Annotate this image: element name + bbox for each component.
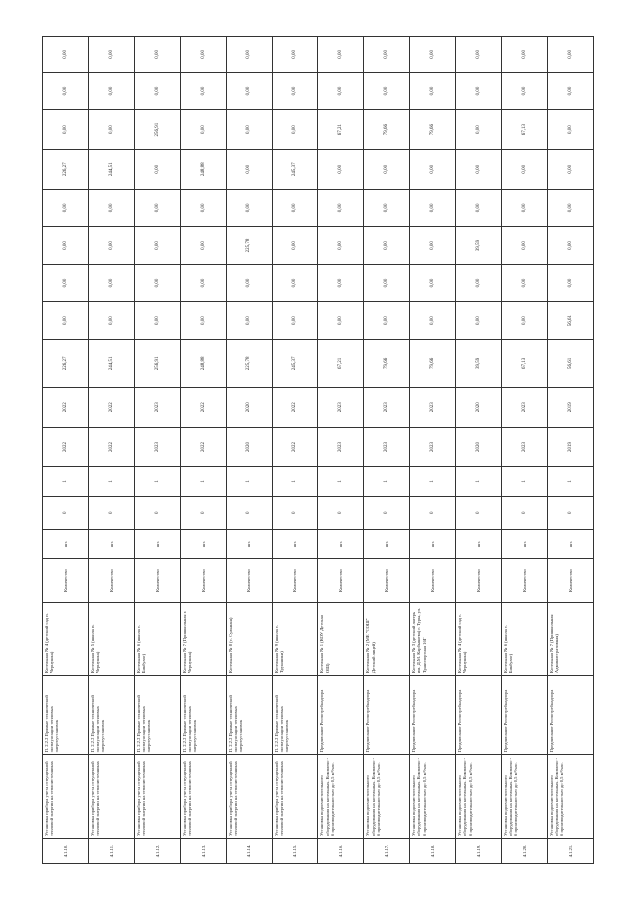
table-cell-c10: 226,27 <box>43 339 89 387</box>
table-cell-c16: 79,66 <box>364 110 410 150</box>
table-cell-c17: 0,00 <box>180 72 226 110</box>
table-cell-c13: 0,00 <box>88 227 134 265</box>
table-cell-id: 4.1.19. <box>456 838 502 863</box>
table-cell-c13: 39,59 <box>456 227 502 265</box>
table-cell-c9: 2023 <box>502 387 548 427</box>
table-cell-c11: 0,00 <box>272 302 318 340</box>
table-cell-c6: 0 <box>134 496 180 529</box>
table-cell-c5: шт. <box>502 529 548 558</box>
table-cell-c17: 0,00 <box>364 72 410 110</box>
table-cell-c3: Котельная № 5 (школа п. Чернушка) <box>88 603 134 676</box>
table-cell-c11: 0,00 <box>364 302 410 340</box>
table-cell-c12: 0,00 <box>272 264 318 302</box>
table-cell-c4: Количество <box>502 559 548 603</box>
table-cell-c10: 79,66 <box>364 339 410 387</box>
table-cell-c4: Количество <box>318 559 364 603</box>
table-cell-c18: 0,00 <box>226 37 272 73</box>
table-cell-c15: 0,00 <box>318 149 364 189</box>
table-cell-c4: Количество <box>43 559 89 603</box>
table-cell-c6: 0 <box>226 496 272 529</box>
table-cell-c10: 67,13 <box>502 339 548 387</box>
table-cell-c13: 0,00 <box>547 227 593 265</box>
table-cell-id: 4.1.21. <box>547 838 593 863</box>
table-cell-c7: 1 <box>43 467 89 496</box>
table-cell-c12: 0,00 <box>226 264 272 302</box>
table-cell-c10: 56,61 <box>547 339 593 387</box>
table-cell-id: 4.1.13. <box>180 838 226 863</box>
table-cell-c3: Котельная № 7 (Пришкольная г. Чернушка) <box>180 603 226 676</box>
table-row <box>88 37 134 864</box>
table-cell-c3: Котельная № 2 (МЕ "СОШ" Детский лицей) <box>364 603 410 676</box>
table-cell-c10: 225,78 <box>226 339 272 387</box>
table-cell-c13: 0,00 <box>502 227 548 265</box>
table-cell-c6: 0 <box>272 496 318 529</box>
table-cell-c2: П. 2.2.2 Прямые технической эксплуатации тепловых энергоустановок <box>134 676 180 755</box>
table-cell-c6: 0 <box>180 496 226 529</box>
table-cell-c14: 0,00 <box>43 189 89 227</box>
table-cell-c8: 2020 <box>226 427 272 467</box>
table-cell-c13: 0,00 <box>364 227 410 265</box>
table-cell-c12: 0,00 <box>88 264 134 302</box>
table-cell-c6: 0 <box>88 496 134 529</box>
table-cell-id: 4.1.16. <box>318 838 364 863</box>
table-row <box>226 37 272 864</box>
table-cell-c12: 0,00 <box>43 264 89 302</box>
table-cell-c18: 0,00 <box>88 37 134 73</box>
table-cell-c3: Котельная № 6 (школа с. Бикбулат) <box>502 603 548 676</box>
table-cell-c15: 226,27 <box>43 149 89 189</box>
table-cell-c6: 0 <box>318 496 364 529</box>
table-cell-c6: 0 <box>547 496 593 529</box>
table-cell-c11: 0,00 <box>410 302 456 340</box>
table-cell-c2: П. 2.2.2 Прямые технической эксплуатации тепловых энергоустановок <box>272 676 318 755</box>
table-cell-c14: 0,00 <box>502 189 548 227</box>
table-cell-id: 4.1.20. <box>502 838 548 863</box>
table-cell-c16: 0,00 <box>272 110 318 150</box>
table-cell-id: 4.1.15. <box>272 838 318 863</box>
table-cell-c11: 0,00 <box>502 302 548 340</box>
table-cell-c18: 0,00 <box>272 37 318 73</box>
table-cell-c12: 0,00 <box>180 264 226 302</box>
table-cell-c9: 2023 <box>134 387 180 427</box>
table-cell-c13: 225,78 <box>226 227 272 265</box>
table-cell-c7: 1 <box>88 467 134 496</box>
table-cell-c3: Котельная № 4 (детский сад с. Чернушка) <box>456 603 502 676</box>
table-cell-c17: 0,00 <box>43 72 89 110</box>
table-cell-c1: Установка водоочистительного оборудования на котельных. Комплекс - 6 производительностью до 0,5 м³/час. <box>502 755 548 839</box>
table-cell-c18: 0,00 <box>410 37 456 73</box>
table-cell-c11: 0,00 <box>226 302 272 340</box>
table-cell-c1: Установка прибора учета отпущенной тепловой энергии на теплоисточниках <box>180 755 226 839</box>
table-cell-c12: 0,00 <box>456 264 502 302</box>
table-cell-id: 4.1.10. <box>43 838 89 863</box>
table-cell-c9: 2020 <box>226 387 272 427</box>
table-cell-c12: 0,00 <box>410 264 456 302</box>
table-cell-c2: П. 2.2.2 Прямые технической эксплуатации тепловых энергоустановок <box>226 676 272 755</box>
table-cell-c10: 245,37 <box>272 339 318 387</box>
table-cell-c14: 0,00 <box>318 189 364 227</box>
table-cell-c14: 0,00 <box>272 189 318 227</box>
table-cell-c3: Котельная № 4 (детский сад п. Чернушка) <box>43 603 89 676</box>
table-cell-c4: Количество <box>410 559 456 603</box>
table-cell-c9: 2023 <box>364 387 410 427</box>
table-cell-c16: 0,00 <box>456 110 502 150</box>
table-cell-c14: 0,00 <box>134 189 180 227</box>
table-cell-c5: шт. <box>272 529 318 558</box>
table-cell-c6: 0 <box>364 496 410 529</box>
table-cell-c3: Котельная № 8 (с. Сульмаш) <box>226 603 272 676</box>
table-cell-c6: 0 <box>43 496 89 529</box>
table-cell-c1: Установка водоочистительного оборудования на котельных. Комплекс - 6 производительностью до 0,5 м³/час. <box>410 755 456 839</box>
table-cell-c10: 244,51 <box>88 339 134 387</box>
table-row <box>547 37 593 864</box>
table-cell-c18: 0,00 <box>180 37 226 73</box>
table-row <box>134 37 180 864</box>
table-cell-c16: 0,00 <box>180 110 226 150</box>
table-cell-c3: Котельная № 3 (детский лагерь им. Д.М. Карбышева) г. Туры, ул. Транспортная 16Г <box>410 603 456 676</box>
table-cell-c2: П. 2.2.2 Прямые технической эксплуатации тепловых энергоустановок <box>180 676 226 755</box>
table-cell-c7: 1 <box>502 467 548 496</box>
table-cell-id: 4.1.18. <box>410 838 456 863</box>
table-cell-c2: П. 2.2.2 Прямые технической эксплуатации тепловых энергоустановок <box>88 676 134 755</box>
table-cell-c11: 0,00 <box>88 302 134 340</box>
table-cell-c17: 0,00 <box>456 72 502 110</box>
table-cell-c14: 0,00 <box>180 189 226 227</box>
table-cell-c14: 0,00 <box>410 189 456 227</box>
table-cell-c13: 0,00 <box>318 227 364 265</box>
table-cell-c11: 0,00 <box>318 302 364 340</box>
table-cell-c2: Предписание Роспотребнадзора <box>410 676 456 755</box>
table-cell-c14: 0,00 <box>88 189 134 227</box>
table-cell-c6: 0 <box>502 496 548 529</box>
table-cell-c5: шт. <box>318 529 364 558</box>
table-cell-c14: 0,00 <box>547 189 593 227</box>
table-cell-c6: 0 <box>456 496 502 529</box>
table-cell-c8: 2023 <box>502 427 548 467</box>
table-row <box>180 37 226 864</box>
table-cell-c16: 0,00 <box>547 110 593 150</box>
table-cell-c8: 2019 <box>547 427 593 467</box>
table-cell-c11: 0,00 <box>456 302 502 340</box>
table-cell-c2: Предписание Роспотребнадзора <box>456 676 502 755</box>
table-cell-c15: 0,00 <box>134 149 180 189</box>
table-cell-c18: 0,00 <box>456 37 502 73</box>
table-cell-c5: шт. <box>134 529 180 558</box>
table-cell-c17: 0,00 <box>547 72 593 110</box>
table-cell-c11: 0,00 <box>43 302 89 340</box>
table-cell-c10: 79,66 <box>410 339 456 387</box>
table-cell-c16: 0,00 <box>43 110 89 150</box>
investment-table <box>42 36 594 864</box>
rotated-table-container <box>42 36 594 864</box>
table-cell-c8: 2023 <box>318 427 364 467</box>
table-cell-c4: Количество <box>456 559 502 603</box>
table-cell-c12: 0,00 <box>547 264 593 302</box>
table-cell-c14: 0,00 <box>226 189 272 227</box>
table-cell-c1: Установка прибора учета отпущенной тепловой энергии на теплоисточниках <box>226 755 272 839</box>
table-cell-c1: Установка прибора учета отпущенной тепловой энергии на теплоисточниках <box>88 755 134 839</box>
table-cell-c9: 2023 <box>410 387 456 427</box>
table-cell-c1: Установка прибора учета отпущенной тепловой энергии на теплоисточниках <box>272 755 318 839</box>
table-cell-c1: Установка водоочистительного оборудования на котельных. Комплекс - 6 производительностью до 0,5 м³/час. <box>364 755 410 839</box>
table-cell-c12: 0,00 <box>364 264 410 302</box>
table-cell-c16: 67,21 <box>318 110 364 150</box>
table-cell-c18: 0,00 <box>318 37 364 73</box>
table-cell-c13: 0,00 <box>180 227 226 265</box>
table-cell-c5: шт. <box>364 529 410 558</box>
table-cell-c4: Количество <box>547 559 593 603</box>
table-cell-c4: Количество <box>364 559 410 603</box>
table-cell-c1: Установка водоочистительного оборудования на котельных. Комплекс - 6 производительностью до 0,5 м³/час. <box>456 755 502 839</box>
table-cell-c5: шт. <box>43 529 89 558</box>
table-cell-c9: 2023 <box>318 387 364 427</box>
table-body <box>43 37 594 864</box>
table-row <box>502 37 548 864</box>
table-cell-c7: 1 <box>226 467 272 496</box>
table-cell-c8: 2022 <box>180 427 226 467</box>
table-cell-c17: 0,00 <box>88 72 134 110</box>
table-cell-c5: шт. <box>226 529 272 558</box>
table-cell-c11: 0,00 <box>134 302 180 340</box>
table-cell-c9: 2019 <box>547 387 593 427</box>
table-cell-c14: 0,00 <box>364 189 410 227</box>
table-cell-c2: Предписание Роспотребнадзора <box>364 676 410 755</box>
table-cell-c8: 2022 <box>43 427 89 467</box>
table-cell-c16: 0,00 <box>226 110 272 150</box>
table-row <box>456 37 502 864</box>
table-cell-c4: Количество <box>272 559 318 603</box>
table-cell-id: 4.1.14. <box>226 838 272 863</box>
table-cell-c13: 0,00 <box>134 227 180 265</box>
table-row <box>410 37 456 864</box>
table-cell-c7: 1 <box>410 467 456 496</box>
table-cell-c14: 0,00 <box>456 189 502 227</box>
table-cell-c8: 2023 <box>134 427 180 467</box>
table-cell-c15: 248,88 <box>180 149 226 189</box>
table-cell-c4: Количество <box>180 559 226 603</box>
table-row <box>43 37 89 864</box>
table-cell-c13: 0,00 <box>410 227 456 265</box>
table-cell-c16: 0,00 <box>88 110 134 150</box>
table-cell-id: 4.1.12. <box>134 838 180 863</box>
table-cell-c18: 0,00 <box>547 37 593 73</box>
table-cell-c1: Установка водоочистительного оборудования на котельных. Комплекс - 6 производительностью до 0,5 м³/час. <box>318 755 364 839</box>
table-cell-c5: шт. <box>547 529 593 558</box>
table-cell-c10: 67,21 <box>318 339 364 387</box>
table-cell-id: 4.1.11. <box>88 838 134 863</box>
table-cell-c8: 2023 <box>364 427 410 467</box>
table-cell-c10: 248,88 <box>180 339 226 387</box>
table-cell-c3: Котельная № 6 (школа с. Бикбулат) <box>134 603 180 676</box>
table-cell-c15: 245,37 <box>272 149 318 189</box>
table-cell-c8: 2022 <box>88 427 134 467</box>
table-cell-c9: 2022 <box>180 387 226 427</box>
table-cell-c5: шт. <box>456 529 502 558</box>
table-cell-c2: Предписание Роспотребнадзора <box>502 676 548 755</box>
table-cell-c12: 0,00 <box>134 264 180 302</box>
table-cell-c6: 0 <box>410 496 456 529</box>
table-cell-c4: Количество <box>134 559 180 603</box>
table-cell-c7: 1 <box>180 467 226 496</box>
table-cell-c7: 1 <box>134 467 180 496</box>
table-cell-c4: Количество <box>88 559 134 603</box>
table-cell-c5: шт. <box>88 529 134 558</box>
table-cell-c15: 0,00 <box>226 149 272 189</box>
table-cell-c17: 0,00 <box>410 72 456 110</box>
table-cell-c9: 2022 <box>272 387 318 427</box>
table-cell-c9: 2022 <box>43 387 89 427</box>
table-cell-c11: 0,00 <box>180 302 226 340</box>
table-cell-c17: 0,00 <box>502 72 548 110</box>
table-cell-c3: Котельная № 9 (школа с. Трушники) <box>272 603 318 676</box>
table-cell-c16: 67,13 <box>502 110 548 150</box>
table-cell-c17: 0,00 <box>318 72 364 110</box>
table-cell-c4: Количество <box>226 559 272 603</box>
table-cell-c1: Установка водоочистительного оборудования на котельных. Комплекс - 6 производительностью до 0,5 м³/час. <box>547 755 593 839</box>
table-cell-c12: 0,00 <box>318 264 364 302</box>
table-cell-c5: шт. <box>410 529 456 558</box>
table-cell-c13: 0,00 <box>43 227 89 265</box>
table-row <box>272 37 318 864</box>
table-cell-c15: 0,00 <box>456 149 502 189</box>
table-cell-c13: 0,00 <box>272 227 318 265</box>
table-cell-c10: 39,59 <box>456 339 502 387</box>
table-cell-c12: 0,00 <box>502 264 548 302</box>
table-cell-c9: 2022 <box>88 387 134 427</box>
table-cell-c15: 0,00 <box>547 149 593 189</box>
table-cell-id: 4.1.17. <box>364 838 410 863</box>
table-cell-c17: 0,00 <box>272 72 318 110</box>
table-cell-c17: 0,00 <box>134 72 180 110</box>
table-cell-c7: 1 <box>456 467 502 496</box>
table-cell-c5: шт. <box>180 529 226 558</box>
table-cell-c15: 0,00 <box>364 149 410 189</box>
table-cell-c18: 0,00 <box>364 37 410 73</box>
table-cell-c15: 0,00 <box>410 149 456 189</box>
table-cell-c15: 244,51 <box>88 149 134 189</box>
table-cell-c17: 0,00 <box>226 72 272 110</box>
table-cell-c1: Установка прибора учета отпущенной тепловой энергии на теплоисточниках <box>43 755 89 839</box>
table-cell-c2: Предписание Роспотребнадзора <box>547 676 593 755</box>
table-cell-c8: 2022 <box>272 427 318 467</box>
table-cell-c16: 79,66 <box>410 110 456 150</box>
table-cell-c18: 0,00 <box>502 37 548 73</box>
table-cell-c7: 1 <box>547 467 593 496</box>
table-cell-c9: 2020 <box>456 387 502 427</box>
table-cell-c3: Котельная № 1 (КОУ Детская ОШ) <box>318 603 364 676</box>
table-row <box>364 37 410 864</box>
table-cell-c7: 1 <box>364 467 410 496</box>
table-cell-c2: Предписание Роспотребнадзора <box>318 676 364 755</box>
table-cell-c3: Котельная № 7 (Пришкольная Административная) <box>547 603 593 676</box>
table-cell-c8: 2020 <box>456 427 502 467</box>
table-cell-c7: 1 <box>318 467 364 496</box>
table-cell-c10: 256,91 <box>134 339 180 387</box>
table-cell-c1: Установка прибора учета отпущенной тепловой энергии на теплоисточниках <box>134 755 180 839</box>
table-cell-c16: 256,91 <box>134 110 180 150</box>
table-cell-c2: П. 2.2.2 Прямые технической эксплуатации тепловых энергоустановок <box>43 676 89 755</box>
table-cell-c8: 2023 <box>410 427 456 467</box>
table-cell-c18: 0,00 <box>43 37 89 73</box>
table-cell-c18: 0,00 <box>134 37 180 73</box>
table-cell-c15: 0,00 <box>502 149 548 189</box>
table-cell-c7: 1 <box>272 467 318 496</box>
table-row <box>318 37 364 864</box>
table-cell-c11: 56,61 <box>547 302 593 340</box>
